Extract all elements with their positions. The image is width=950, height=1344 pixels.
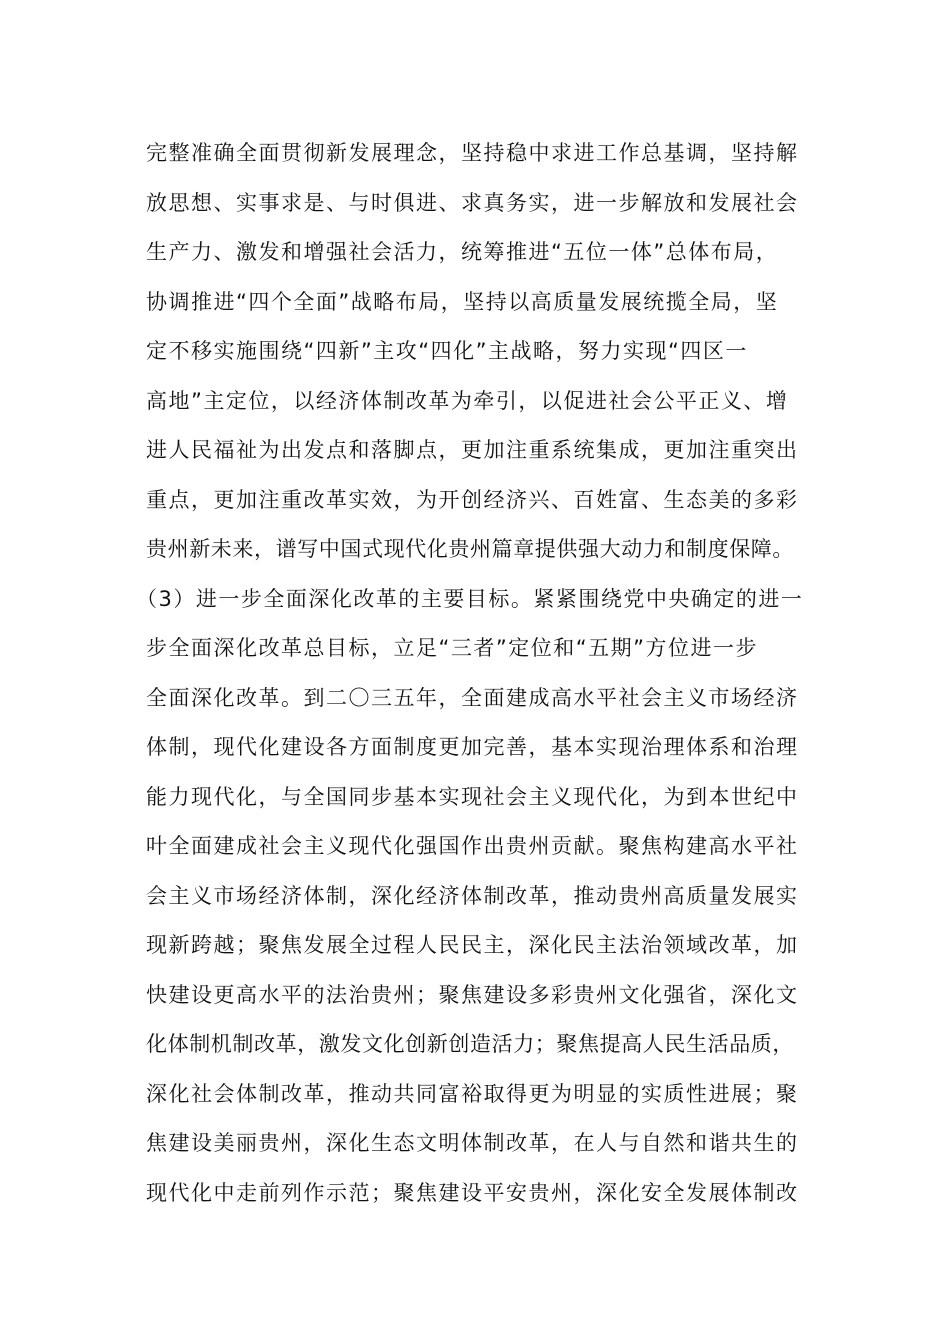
text-line: 高地”主定位，以经济体制改革为牵引，以促进社会公平正义、增 bbox=[146, 388, 789, 413]
text-line: 叶全面建成社会主义现代化强国作出贵州贡献。聚焦构建高水平社 bbox=[146, 834, 799, 858]
text-line: 焦建设美丽贵州，深化生态文明体制改革，在人与自然和谐共生的 bbox=[146, 1131, 799, 1155]
body-text bbox=[136, 129, 826, 1218]
text-line: 完整准确全面贯彻新发展理念，坚持稳中求进工作总基调，坚持解 bbox=[146, 141, 799, 165]
text-line: 重点，更加注重改革实效，为开创经济兴、百姓富、生态美的多彩 bbox=[146, 487, 799, 512]
text-line: 现代化中走前列作示范；聚焦建设平安贵州，深化安全发展体制改 bbox=[146, 1180, 799, 1205]
text-line: 会主义市场经济体制，深化经济体制改革，推动贵州高质量发展实 bbox=[146, 883, 799, 908]
text-line: 生产力、激发和增强社会活力，统筹推进“五位一体”总体布局， bbox=[146, 240, 779, 264]
text-line: 贵州新未来，谱写中国式现代化贵州篇章提供强大动力和制度保障。 bbox=[146, 537, 794, 561]
text-line: 全面深化改革。到二〇三五年，全面建成高水平社会主义市场经济 bbox=[146, 685, 799, 710]
text-line: 能力现代化，与全国同步基本实现社会主义现代化，为到本世纪中 bbox=[146, 784, 799, 809]
text-line: 进人民福祉为出发点和落脚点，更加注重系统集成，更加注重突出 bbox=[146, 438, 799, 462]
section-heading-line: （3）进一步全面深化改革的主要目标。紧紧围绕党中央确定的进一 bbox=[136, 586, 804, 611]
text-line: 协调推进“四个全面”战略布局，坚持以高质量发展统揽全局，坚 bbox=[146, 289, 779, 314]
text-line: 体制，现代化建设各方面制度更加完善，基本实现治理体系和治理 bbox=[146, 735, 799, 759]
text-line: 放思想、实事求是、与时俱进、求真务实，进一步解放和发展社会 bbox=[146, 190, 799, 215]
text-line: 快建设更高水平的法治贵州；聚焦建设多彩贵州文化强省，深化文 bbox=[146, 982, 799, 1007]
text-line: 深化社会体制改革，推动共同富裕取得更为明显的实质性进展；聚 bbox=[146, 1081, 799, 1106]
text-line: 现新跨越；聚焦发展全过程人民民主，深化民主法治领域改革，加 bbox=[146, 933, 799, 957]
text-line: 化体制机制改革，激发文化创新创造活力；聚焦提高人民生活品质， bbox=[146, 1032, 794, 1056]
text-line: 定不移实施围绕“四新”主攻“四化”主战略，努力实现“四区一 bbox=[146, 339, 748, 363]
text-line: 步全面深化改革总目标，立足“三者”定位和“五期”方位进一步 bbox=[146, 636, 759, 660]
